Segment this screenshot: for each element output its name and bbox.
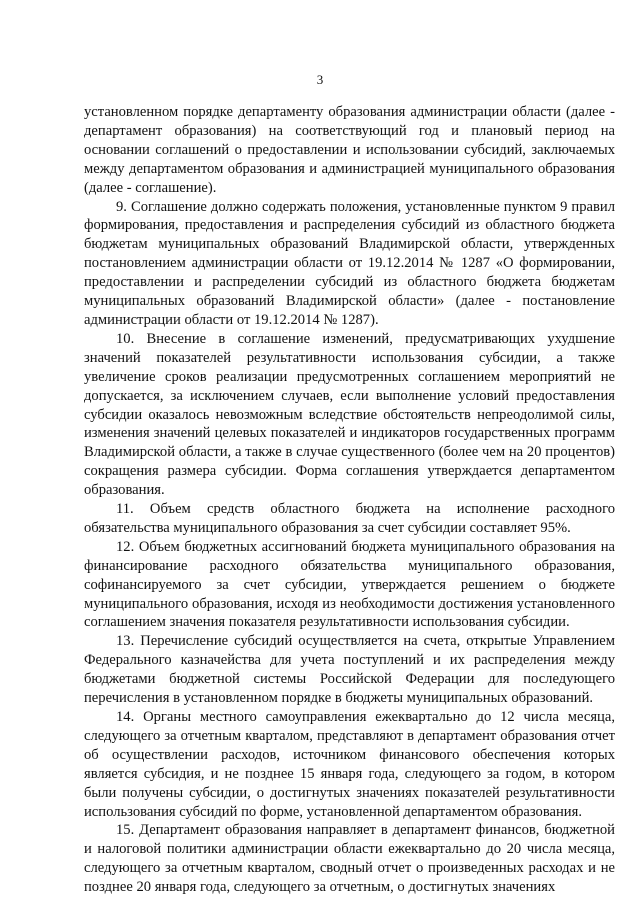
paragraph-11: 11. Объем средств областного бюджета на исполнение расходного обязательства муниципального образования за счет субсидии составляет 95%. <box>84 501 615 536</box>
paragraph-14: 14. Органы местного самоуправления ежеквартально до 12 числа месяца, следующего за отчетным кварталом, представляют в департамент образования отчет об осуществлении расходов, источником финансового обеспечения которых является субсидия, и не позднее 15 января года, следующего за годом, в котором были получены субсидии, о достигнутых значениях показателей результативности использования субсидий по форме, установленной департаментом образования. <box>84 709 615 820</box>
paragraph-9: 9. Соглашение должно содержать положения, установленные пунктом 9 правил формирования, предоставления и распределения субсидий из областного бюджета бюджетам муниципальных образований Владимирской области, утвержденных постановлением администрации области от 19.12.2014 № 1287 «О формировании, предоставлении и распределении субсидий из областного бюджета бюджетам муниципальных образований Владимирской области» (далее - постановление администрации области от 19.12.2014 № 1287). <box>84 198 615 328</box>
page-number: 3 <box>316 72 324 87</box>
paragraph-15: 15. Департамент образования направляет в департамент финансов, бюджетной и налоговой политики администрации области ежеквартально до 20 числа месяца, следующего за отчетным кварталом, сводный отчет о произведенных расходах и не позднее 20 января года, следующего за отчетным, о достигнутых значениях <box>84 822 615 896</box>
paragraph-12: 12. Объем бюджетных ассигнований бюджета муниципального образования на финансирование расходного обязательства муниципального образования, софинансируемого за счет субсидии, утверждается решением о бюджете муниципального образования, исходя из необходимости достижения установленного соглашением значения показателя результативности использования субсидии. <box>84 538 615 631</box>
paragraph-continuation: установленном порядке департаменту образования администрации области (далее - департамент образования) на соответствующий год и плановый период на основании соглашений о предоставлении и использовании субсидий, заключаемых между департаментом образования и администрацией муниципального образования (далее - соглашение). <box>84 104 615 196</box>
document-body <box>84 103 615 897</box>
paragraph-13: 13. Перечисление субсидий осуществляется на счета, открытые Управлением Федерального казначейства для учета поступлений и их распределения между бюджетами бюджетной системы Российской Федерации для последующего перечисления в установленном порядке в бюджеты муниципальных образований. <box>84 633 615 707</box>
paragraph-10: 10. Внесение в соглашение изменений, предусматривающих ухудшение значений показателей результативности использования субсидии, а также увеличение сроков реализации предусмотренных соглашением мероприятий не допускается, за исключением случаев, если выполнение условий предоставления субсидии оказалось невозможным вследствие обстоятельств непреодолимой силы, изменения значений целевых показателей и индикаторов государственных программ Владимирской области, а также в случае существенного (более чем на 20 процентов) сокращения размера субсидии. Форма соглашения утверждается департаментом образования. <box>84 330 615 499</box>
